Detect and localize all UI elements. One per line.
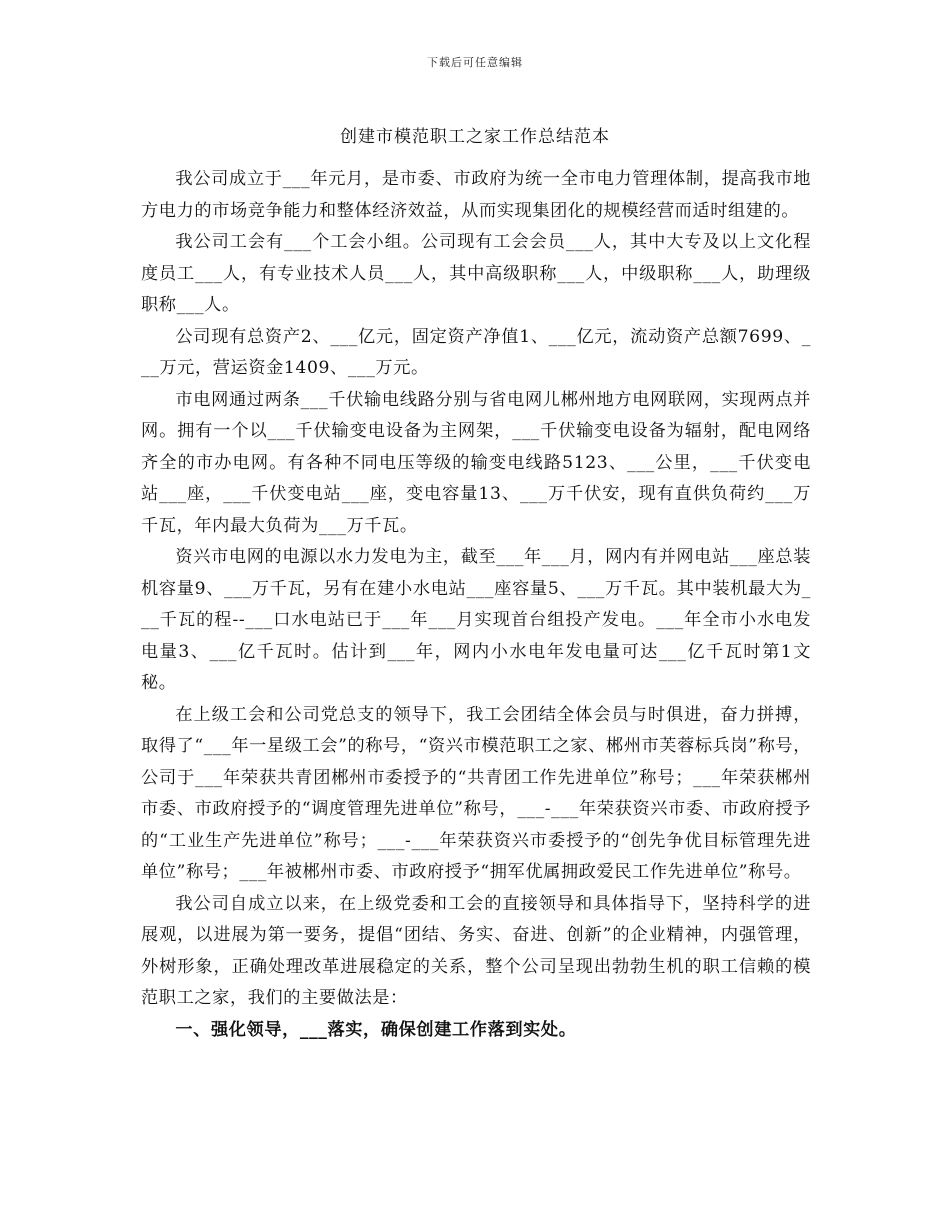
section-heading: 一、强化领导，___落实，确保创建工作落到实处。 (175, 1019, 577, 1040)
page-header-note: 下载后可任意编辑 (427, 56, 523, 69)
paragraph-company-founding: 我公司成立于___年元月，是市委、市政府为统一全市电力管理体制，提高我市地方电力的市场竞争能力和整体经济效益，从而实现集团化的规模经营而适时组建的。 (141, 169, 811, 221)
paragraph-assets: 公司现有总资产2、___亿元，固定资产净值1、___亿元，流动资产总额7699、___万元，营运资金1409、___万元。 (141, 326, 811, 378)
paragraph-power-grid: 市电网通过两条___千伏输电线路分别与省电网儿郴州地方电网联网，实现两点并网。拥有一个以___千伏输变电设备为主网架，___千伏输变电设备为辐射，配电网络齐全的市办电网。有各种不同电压等级的输变电线路5123、___公里，___千伏变电站___座，___千伏变电站___座，变电容量13、___万千伏安，现有直供负荷约___万千瓦，年内最大负荷为___万千瓦。 (141, 389, 811, 536)
paragraph-approach: 我公司自成立以来，在上级党委和工会的直接领导和具体指导下，坚持科学的进展观，以进展为第一要务，提倡“团结、务实、奋进、创新”的企业精神，内强管理，外树形象，正确处理改革进展稳定的关系，整个公司呈现出勃勃生机的职工信赖的模范职工之家，我们的主要做法是： (141, 893, 811, 1008)
paragraph-union-members: 我公司工会有___个工会小组。公司现有工会会员___人，其中大专及以上文化程度员工___人，有专业技术人员___人，其中高级职称___人，中级职称___人，助理级职称___人。 (141, 232, 811, 315)
paragraph-hydropower: 资兴市电网的电源以水力发电为主，截至___年___月，网内有并网电站___座总装机容量9、___万千瓦，另有在建小水电站___座容量5、___万千瓦。其中装机最大为___千瓦的程--___口水电站已于___年___月实现首台组投产发电。___年全市小水电发电量3、___亿千瓦时。估计到___年，网内小水电年发电量可达___亿千瓦时第1文秘。 (141, 547, 811, 693)
document-title: 创建市模范职工之家工作总结范本 (340, 127, 610, 147)
paragraph-honors: 在上级工会和公司党总支的领导下，我工会团结全体会员与时俱进，奋力拼搏，取得了“___年一星级工会”的称号，“资兴市模范职工之家、郴州市芙蓉标兵岗”称号，公司于___年荣获共青团郴州市委授予的“共青团工作先进单位”称号；___年荣获郴州市委、市政府授予的“调度管理先进单位”称号，___-___年荣获资兴市委、市政府授予的“工业生产先进单位”称号；___-___年荣获资兴市委授予的“创先争优目标管理先进单位”称号；___年被郴州市委、市政府授予“拥军优属拥政爱民工作先进单位”称号。 (141, 704, 811, 882)
document-body (141, 164, 811, 1046)
